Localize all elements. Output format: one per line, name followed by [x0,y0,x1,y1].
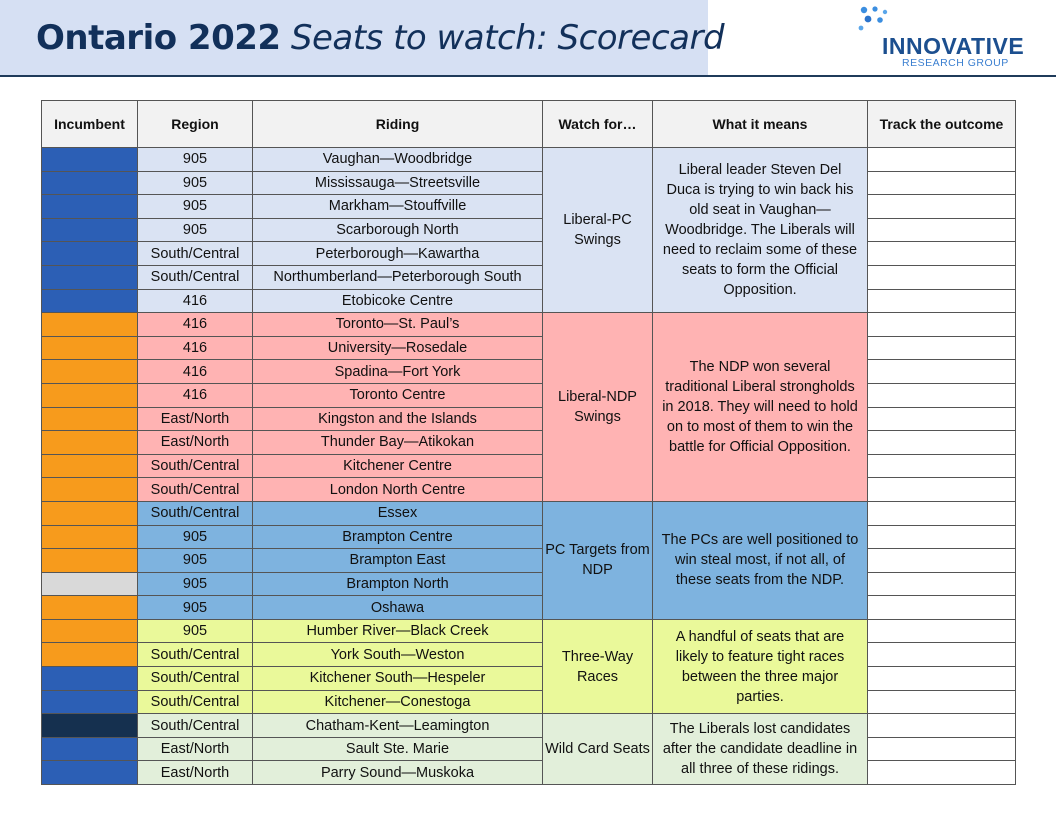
table-row [42,431,1016,455]
track-outcome-cell[interactable] [868,478,1016,502]
riding-cell: Kitchener—Conestoga [253,690,543,714]
title-band [0,0,725,75]
incumbent-party-swatch [42,690,138,714]
region-cell: South/Central [138,667,253,691]
column-header-region: Region [138,101,253,148]
region-cell: 905 [138,549,253,573]
incumbent-party-swatch [42,407,138,431]
what-it-means-cell: The PCs are well positioned to win steal most, if not all, of these seats from the NDP. [653,501,868,619]
table-row [42,336,1016,360]
region-cell: South/Central [138,501,253,525]
page-header [0,0,1056,77]
track-outcome-cell[interactable] [868,643,1016,667]
track-outcome-cell[interactable] [868,360,1016,384]
column-header-incumbent: Incumbent [42,101,138,148]
track-outcome-cell[interactable] [868,596,1016,620]
table-row [42,690,1016,714]
riding-cell: Toronto Centre [253,383,543,407]
table-row [42,643,1016,667]
riding-cell: Peterborough—Kawartha [253,242,543,266]
region-cell: East/North [138,737,253,761]
page-title [36,18,724,58]
watch-for-cell: Liberal-NDP Swings [543,313,653,502]
table-row [42,383,1016,407]
riding-cell: Parry Sound—Muskoka [253,761,543,785]
what-it-means-cell: A handful of seats that are likely to feature tight races between the three major parties. [653,619,868,713]
incumbent-party-swatch [42,195,138,219]
what-it-means-cell: The Liberals lost candidates after the candidate deadline in all three of these ridings. [653,714,868,785]
riding-cell: London North Centre [253,478,543,502]
what-it-means-cell: The NDP won several traditional Liberal strongholds in 2018. They will need to hold on to most of them to win the battle for Official Opposition. [653,313,868,502]
track-outcome-cell[interactable] [868,313,1016,337]
track-outcome-cell[interactable] [868,242,1016,266]
incumbent-party-swatch [42,265,138,289]
logo-subtitle: RESEARCH GROUP [902,57,1009,69]
table-row [42,360,1016,384]
incumbent-party-swatch [42,525,138,549]
title-italic: Seats to watch: Scorecard [290,18,725,58]
riding-cell: Kitchener Centre [253,454,543,478]
watch-for-cell: Three-Way Races [543,619,653,713]
table-body [42,148,1016,785]
incumbent-party-swatch [42,478,138,502]
column-header-what-it-means: What it means [653,101,868,148]
region-cell: East/North [138,761,253,785]
region-cell: 905 [138,619,253,643]
track-outcome-cell[interactable] [868,501,1016,525]
incumbent-party-swatch [42,454,138,478]
incumbent-party-swatch [42,572,138,596]
region-cell: 905 [138,195,253,219]
track-outcome-cell[interactable] [868,431,1016,455]
scorecard-table [41,100,1016,785]
riding-cell: Humber River—Black Creek [253,619,543,643]
track-outcome-cell[interactable] [868,383,1016,407]
region-cell: 905 [138,148,253,172]
table-row [42,407,1016,431]
riding-cell: Brampton North [253,572,543,596]
table-row [42,596,1016,620]
region-cell: 905 [138,171,253,195]
region-cell: South/Central [138,454,253,478]
region-cell: 416 [138,383,253,407]
region-cell: 905 [138,218,253,242]
riding-cell: Markham—Stouffville [253,195,543,219]
table-row [42,478,1016,502]
riding-cell: Oshawa [253,596,543,620]
table-row [42,265,1016,289]
incumbent-party-swatch [42,737,138,761]
track-outcome-cell[interactable] [868,619,1016,643]
region-cell: 905 [138,572,253,596]
incumbent-party-swatch [42,242,138,266]
riding-cell: Sault Ste. Marie [253,737,543,761]
region-cell: 416 [138,313,253,337]
table-row [42,737,1016,761]
track-outcome-cell[interactable] [868,572,1016,596]
riding-cell: Essex [253,501,543,525]
track-outcome-cell[interactable] [868,195,1016,219]
track-outcome-cell[interactable] [868,667,1016,691]
riding-cell: Thunder Bay—Atikokan [253,431,543,455]
track-outcome-cell[interactable] [868,336,1016,360]
riding-cell: Kitchener South—Hespeler [253,667,543,691]
riding-cell: University—Rosedale [253,336,543,360]
incumbent-party-swatch [42,549,138,573]
region-cell: East/North [138,407,253,431]
riding-cell: Etobicoke Centre [253,289,543,313]
riding-cell: Brampton Centre [253,525,543,549]
incumbent-party-swatch [42,336,138,360]
region-cell: South/Central [138,478,253,502]
watch-for-cell: PC Targets from NDP [543,501,653,619]
track-outcome-cell[interactable] [868,737,1016,761]
track-outcome-cell[interactable] [868,690,1016,714]
riding-cell: Chatham-Kent—Leamington [253,714,543,738]
table-row [42,761,1016,785]
track-outcome-cell[interactable] [868,549,1016,573]
riding-cell: Vaughan—Woodbridge [253,148,543,172]
riding-cell: Spadina—Fort York [253,360,543,384]
track-outcome-cell[interactable] [868,454,1016,478]
riding-cell: Scarborough North [253,218,543,242]
region-cell: South/Central [138,265,253,289]
table-row [42,572,1016,596]
region-cell: South/Central [138,242,253,266]
track-outcome-cell[interactable] [868,407,1016,431]
table-row [42,667,1016,691]
logo-wordmark: INNOVATIVE [882,33,1025,59]
table-row [42,313,1016,337]
riding-cell: York South—Weston [253,643,543,667]
track-outcome-cell[interactable] [868,265,1016,289]
incumbent-party-swatch [42,148,138,172]
table-row [42,218,1016,242]
incumbent-party-swatch [42,761,138,785]
table-row [42,242,1016,266]
track-outcome-cell[interactable] [868,714,1016,738]
company-logo [856,6,1031,70]
table-row [42,289,1016,313]
watch-for-cell: Liberal-PC Swings [543,148,653,313]
track-outcome-cell[interactable] [868,171,1016,195]
table-row [42,195,1016,219]
track-outcome-cell[interactable] [868,218,1016,242]
table-row [42,148,1016,172]
table-row [42,619,1016,643]
incumbent-party-swatch [42,643,138,667]
incumbent-party-swatch [42,619,138,643]
region-cell: South/Central [138,690,253,714]
region-cell: 416 [138,336,253,360]
table-row [42,549,1016,573]
riding-cell: Toronto—St. Paul’s [253,313,543,337]
what-it-means-cell: Liberal leader Steven Del Duca is trying to win back his old seat in Vaughan—Woodbridge. The Liberals will need to reclaim some of these seats to form the Official Opposition. [653,148,868,313]
track-outcome-cell[interactable] [868,525,1016,549]
incumbent-party-swatch [42,313,138,337]
incumbent-party-swatch [42,360,138,384]
incumbent-party-swatch [42,218,138,242]
title-bold: Ontario 2022 [36,18,281,58]
column-header-track-outcome: Track the outcome [868,101,1016,148]
incumbent-party-swatch [42,383,138,407]
table-row [42,714,1016,738]
incumbent-party-swatch [42,431,138,455]
region-cell: 416 [138,289,253,313]
track-outcome-cell[interactable] [868,761,1016,785]
region-cell: East/North [138,431,253,455]
table-row [42,454,1016,478]
column-header-riding: Riding [253,101,543,148]
region-cell: South/Central [138,714,253,738]
table-header-row [42,101,1016,148]
region-cell: South/Central [138,643,253,667]
track-outcome-cell[interactable] [868,148,1016,172]
watch-for-cell: Wild Card Seats [543,714,653,785]
region-cell: 905 [138,525,253,549]
incumbent-party-swatch [42,289,138,313]
incumbent-party-swatch [42,501,138,525]
riding-cell: Mississauga—Streetsville [253,171,543,195]
incumbent-party-swatch [42,596,138,620]
riding-cell: Brampton East [253,549,543,573]
incumbent-party-swatch [42,171,138,195]
incumbent-party-swatch [42,667,138,691]
table-row [42,171,1016,195]
incumbent-party-swatch [42,714,138,738]
riding-cell: Northumberland—Peterborough South [253,265,543,289]
region-cell: 416 [138,360,253,384]
table-row [42,501,1016,525]
column-header-watch-for: Watch for… [543,101,653,148]
table-row [42,525,1016,549]
riding-cell: Kingston and the Islands [253,407,543,431]
region-cell: 905 [138,596,253,620]
track-outcome-cell[interactable] [868,289,1016,313]
